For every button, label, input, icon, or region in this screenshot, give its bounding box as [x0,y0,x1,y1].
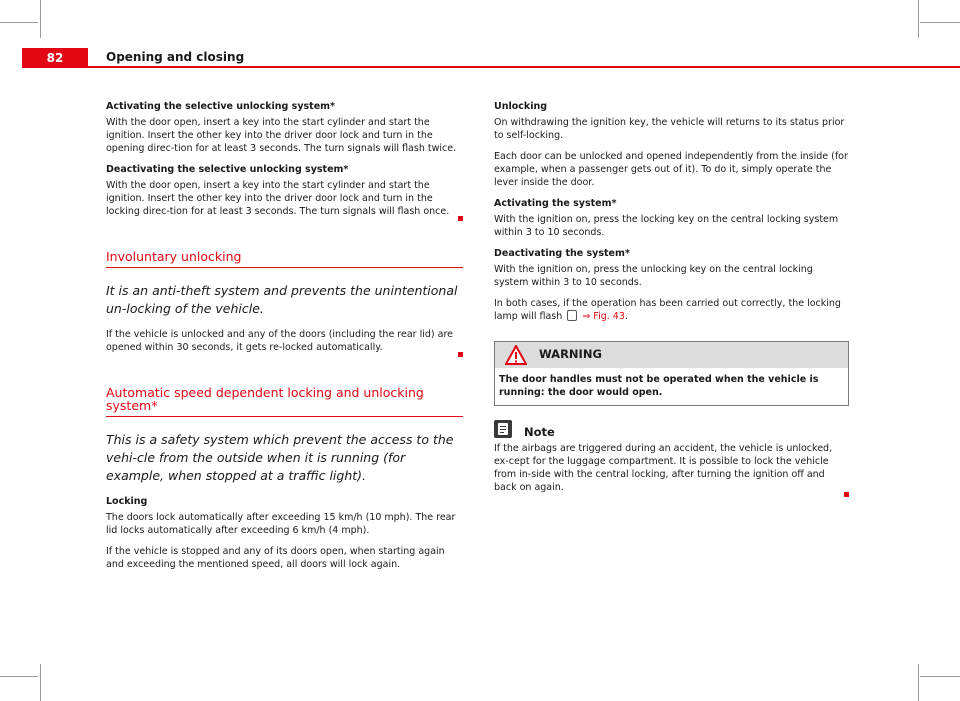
paragraph: The doors lock automatically after exceeding 15 km/h (10 mph). The rear lid locks automatically after exceeding 6 km/h (4 mph). [106,512,456,536]
crop-mark [920,22,960,23]
lock-lamp-icon [567,310,577,321]
paragraph: With the ignition on, press the locking key on the central locking system within 3 to 10 seconds. [494,214,839,238]
note-text: If the airbags are triggered during an accident, the vehicle is unlocked, ex-cept for the luggage compartment. It is possible to lock the vehicle from in-side with the central locking, after turning the ignition off and back on again. [494,443,833,493]
paragraph: On withdrawing the ignition key, the vehicle will returns to its status prior to self-locking. [494,117,845,141]
right-column [494,100,849,502]
subheading: Unlocking [494,101,548,112]
paragraph: With the door open, insert a key into the start cylinder and start the ignition. Insert the other key into the driver door lock and turn in the locking direc-tion for at least 3 seconds. The turn signals will flash once. [106,180,450,217]
figure-link[interactable]: ⇒ Fig. 43 [582,311,625,322]
note-header [494,420,849,442]
warning-triangle-icon [505,345,527,365]
subheading: Deactivating the selective unlocking system* [106,164,349,175]
paragraph: With the ignition on, press the unlocking key on the central locking system within 3 to 10 seconds. [494,264,813,288]
header-rule [88,66,960,68]
note-label: Note [524,425,555,439]
crop-mark [40,664,41,701]
left-column [106,100,463,579]
section-heading: Involuntary unlocking [106,250,463,268]
lead-text: It is an anti-theft system and prevents the unintentional un-locking of the vehicle. [106,283,458,316]
chapter-title: Opening and closing [106,50,245,64]
subheading: Deactivating the system* [494,248,630,259]
period: . [624,311,628,322]
crop-mark [0,676,38,677]
paragraph: Each door can be unlocked and opened independently from the inside (for example, when a passenger gets out of it). To do it, simply operate the lever inside the door. [494,151,848,188]
paragraph: If the vehicle is unlocked and any of the doors (including the rear lid) are opened within 30 seconds, it gets re-locked automatically. [106,329,453,353]
paragraph [494,297,849,323]
paragraph-text: In both cases, if the operation has been carried out correctly, the locking lamp will flash [494,298,841,322]
crop-mark [920,676,960,677]
paragraph: With the door open, insert a key into the start cylinder and start the ignition. Insert the other key into the driver door lock and turn in the opening direc-tion for at least 3 seconds. The turn signals will flash twice. [106,117,457,154]
crop-mark [0,22,38,23]
warning-label: WARNING [539,347,602,361]
crop-mark [40,0,41,38]
crop-mark [918,664,919,701]
subheading: Locking [106,496,148,507]
warning-box [494,341,849,406]
warning-text: The door handles must not be operated when the vehicle is running: the door would open. [499,374,819,398]
warning-header [495,342,848,368]
paragraph: If the vehicle is stopped and any of its doors open, when starting again and exceeding the mentioned speed, all doors will lock again. [106,546,445,570]
crop-mark [918,0,919,38]
lead-text: This is a safety system which prevent the access to the vehi-cle from the outside when it is running (for example, when stopped at a traffic light). [106,432,454,483]
subheading: Activating the system* [494,198,617,209]
subheading: Activating the selective unlocking system* [106,101,336,112]
note-icon [494,420,512,438]
section-heading: Automatic speed dependent locking and unlocking system* [106,386,463,417]
page-number: 82 [46,51,64,65]
